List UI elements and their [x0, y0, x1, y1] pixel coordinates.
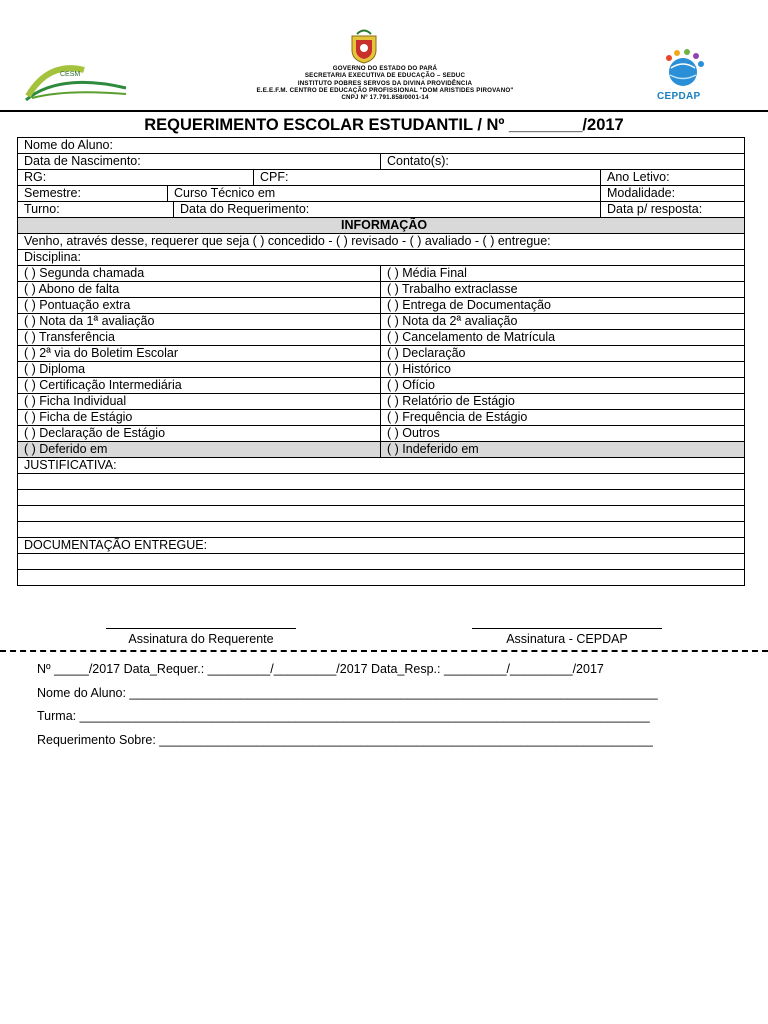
justification-line[interactable] — [18, 522, 745, 538]
option-checkbox[interactable]: ( ) Ficha de Estágio — [18, 410, 381, 426]
delivered-documents-label: DOCUMENTAÇÃO ENTREGUE: — [18, 538, 745, 554]
student-signature-line[interactable]: Assinatura do Requerente — [106, 628, 296, 646]
option-checkbox[interactable]: ( ) Relatório de Estágio — [381, 394, 745, 410]
justification-line[interactable] — [18, 490, 745, 506]
option-checkbox[interactable]: ( ) Trabalho extraclasse — [381, 282, 745, 298]
option-checkbox[interactable]: ( ) Ofício — [381, 378, 745, 394]
organization-info — [200, 65, 570, 101]
option-checkbox[interactable]: ( ) Certificação Intermediária — [18, 378, 381, 394]
receipt-number-dates[interactable]: Nº _____/2017 Data_Requer.: _________/_________/2017 Data_Resp.: _________/_________/2017 — [37, 662, 604, 676]
student-name-field[interactable]: Nome do Aluno: — [18, 138, 745, 154]
cepdap-logo-text: CEPDAP — [657, 91, 701, 102]
option-checkbox[interactable]: ( ) Nota da 2ª avaliação — [381, 314, 745, 330]
option-checkbox[interactable]: ( ) Declaração de Estágio — [18, 426, 381, 442]
org-line: INSTITUTO POBRES SERVOS DA DIVINA PROVIDÊNCIA — [297, 79, 473, 87]
receipt-class[interactable]: Turma: __________________________________________________________________________________ — [37, 709, 650, 723]
birth-date-field[interactable]: Data de Nascimento: — [18, 154, 381, 170]
subject-field[interactable]: Disciplina: — [18, 250, 745, 266]
justification-line[interactable] — [18, 506, 745, 522]
requirement-form — [17, 137, 745, 586]
option-checkbox[interactable]: ( ) Segunda chamada — [18, 266, 381, 282]
cesm-logo — [22, 60, 128, 104]
option-checkbox[interactable]: ( ) 2ª via do Boletim Escolar — [18, 346, 381, 362]
org-line: SECRETARIA EXECUTIVA DE EDUCAÇÃO – SEDUC — [304, 72, 466, 80]
request-type-line[interactable]: Venho, através desse, requerer que seja ( ) concedido - ( ) revisado - ( ) avaliado - ( ) entregue: — [18, 234, 745, 250]
cepdap-signature-line[interactable]: Assinatura - CEPDAP — [472, 628, 662, 646]
rejected-checkbox[interactable]: ( ) Indeferido em — [381, 442, 745, 458]
option-checkbox[interactable]: ( ) Transferência — [18, 330, 381, 346]
cesm-logo-text: CESM — [60, 71, 81, 78]
option-checkbox[interactable]: ( ) Entrega de Documentação — [381, 298, 745, 314]
option-checkbox[interactable]: ( ) Frequência de Estágio — [381, 410, 745, 426]
option-checkbox[interactable]: ( ) Abono de falta — [18, 282, 381, 298]
option-checkbox[interactable]: ( ) Declaração — [381, 346, 745, 362]
technical-course-field[interactable]: Curso Técnico em — [168, 186, 601, 202]
shift-field[interactable]: Turno: — [18, 202, 174, 218]
receipt-student-name[interactable]: Nome do Aluno: ____________________________________________________________________________ — [37, 686, 658, 700]
rg-field[interactable]: RG: — [18, 170, 254, 186]
org-line: E.E.E.F.M. CENTRO DE EDUCAÇÃO PROFISSIONAL "DOM ARISTIDES PIROVANO" — [256, 86, 514, 94]
documents-line[interactable] — [18, 554, 745, 570]
option-checkbox[interactable]: ( ) Ficha Individual — [18, 394, 381, 410]
cpf-field[interactable]: CPF: — [254, 170, 601, 186]
option-checkbox[interactable]: ( ) Pontuação extra — [18, 298, 381, 314]
org-line: CNPJ Nº 17.791.858/0001-14 — [341, 94, 429, 102]
document-header — [0, 0, 768, 112]
modality-field[interactable]: Modalidade: — [601, 186, 745, 202]
option-checkbox[interactable]: ( ) Outros — [381, 426, 745, 442]
page-title: REQUERIMENTO ESCOLAR ESTUDANTIL / Nº ________/2017 — [144, 116, 624, 134]
crest-icon — [349, 28, 379, 64]
option-checkbox[interactable]: ( ) Histórico — [381, 362, 745, 378]
cut-line — [0, 650, 768, 652]
option-checkbox[interactable]: ( ) Diploma — [18, 362, 381, 378]
org-line: GOVERNO DO ESTADO DO PARÁ — [332, 65, 438, 72]
contact-field[interactable]: Contato(s): — [381, 154, 745, 170]
information-heading: INFORMAÇÃO — [18, 218, 745, 234]
semester-field[interactable]: Semestre: — [18, 186, 168, 202]
approved-checkbox[interactable]: ( ) Deferido em — [18, 442, 381, 458]
request-date-field[interactable]: Data do Requerimento: — [174, 202, 601, 218]
documents-line[interactable] — [18, 570, 745, 586]
option-checkbox[interactable]: ( ) Nota da 1ª avaliação — [18, 314, 381, 330]
school-year-field[interactable]: Ano Letivo: — [601, 170, 745, 186]
justification-line[interactable] — [18, 474, 745, 490]
option-checkbox[interactable]: ( ) Cancelamento de Matrícula — [381, 330, 745, 346]
justification-label: JUSTIFICATIVA: — [18, 458, 745, 474]
option-checkbox[interactable]: ( ) Média Final — [381, 266, 745, 282]
receipt-subject[interactable]: Requerimento Sobre: _______________________________________________________________________ — [37, 733, 653, 747]
header-divider — [0, 110, 768, 112]
response-date-field[interactable]: Data p/ resposta: — [601, 202, 745, 218]
